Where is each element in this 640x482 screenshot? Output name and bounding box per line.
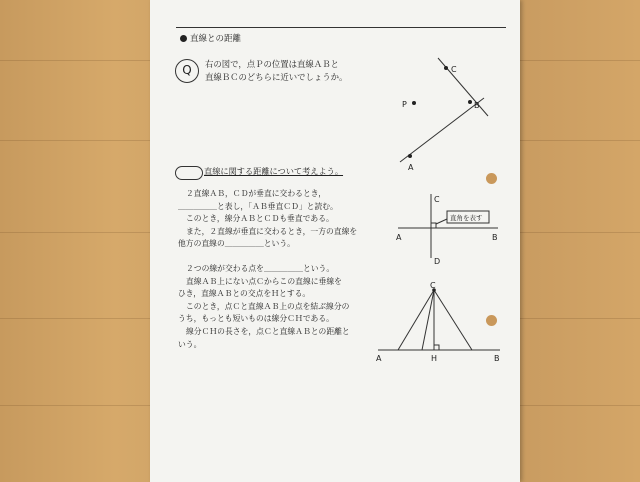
section-title-text: 直線との距離 xyxy=(190,34,242,44)
point-p-dot xyxy=(412,101,416,105)
fig2-label-b: B xyxy=(492,233,498,242)
fig3-label-c: C xyxy=(430,281,436,290)
p2-line-6: 線分ＣＨの長さを，点Ｃと直線ＡＢとの距離と xyxy=(186,326,350,336)
fig1-label-c: C xyxy=(451,65,457,74)
fig1-label-b: B xyxy=(474,101,480,110)
segment-c-right xyxy=(434,290,472,350)
point-b-dot xyxy=(468,100,472,104)
p1-line-1: ２直線ＡＢ，ＣＤが垂直に交わるとき， xyxy=(186,189,327,198)
p2-line-3: ひき，直線ＡＢとの交点をＨとする。 xyxy=(178,289,311,299)
fig3-label-h: H xyxy=(431,354,438,363)
p2-line-4: このとき，点Ｃと直線ＡＢ上の点を結ぶ線分の xyxy=(186,301,350,311)
fig1-label-a: A xyxy=(408,163,414,172)
fig2-callout-text: 直角を表す xyxy=(450,214,483,222)
p2-line-2: 直線ＡＢ上にない点Ｃからこの直線に垂線を xyxy=(186,276,342,286)
figure-2 xyxy=(398,194,498,258)
figure-3 xyxy=(378,290,500,350)
fig3-label-a: A xyxy=(376,354,382,363)
fig2-label-c: C xyxy=(434,195,440,204)
question-badge: Q xyxy=(175,59,199,83)
p1-line-4: また，２直線が垂直に交わるとき，一方の直線を xyxy=(186,226,358,236)
fig1-label-p: P xyxy=(402,100,407,109)
p2-line-1: ２つの線が交わる点を＿＿＿＿＿という。 xyxy=(186,264,335,273)
figure-1 xyxy=(400,58,488,162)
callout-pointer xyxy=(436,219,447,224)
line-ab xyxy=(400,98,484,162)
segment-c-mid xyxy=(422,290,434,350)
think-title: 直線に関する距離について考えよう。 xyxy=(204,166,344,176)
right-angle-mark xyxy=(431,223,436,228)
question-line-2: 直線ＢＣのどちらに近いでしょうか。 xyxy=(205,72,348,82)
p1-line-2: ＿＿＿＿＿と表し，「ＡＢ垂直ＣＤ」と読む。 xyxy=(178,201,338,211)
fig2-label-d: D xyxy=(434,257,441,266)
fig2-label-a: A xyxy=(396,233,402,242)
p1-line-3: このとき，線分ＡＢとＣＤも垂直である。 xyxy=(186,214,334,224)
p2-line-5: うち，もっとも短いものは線分ＣＨである。 xyxy=(178,314,334,324)
p1-line-5: 他方の直線の＿＿＿＿＿という。 xyxy=(178,239,295,249)
point-a-dot xyxy=(408,154,412,158)
right-angle-mark-h xyxy=(434,345,439,350)
segment-c-left xyxy=(398,290,434,350)
fig3-label-b: B xyxy=(494,354,500,363)
question-line-1: 右の図で，点Ｐの位置は直線ＡＢと xyxy=(205,59,339,69)
p2-line-7: いう。 xyxy=(178,339,202,349)
point-c-dot xyxy=(444,66,448,70)
